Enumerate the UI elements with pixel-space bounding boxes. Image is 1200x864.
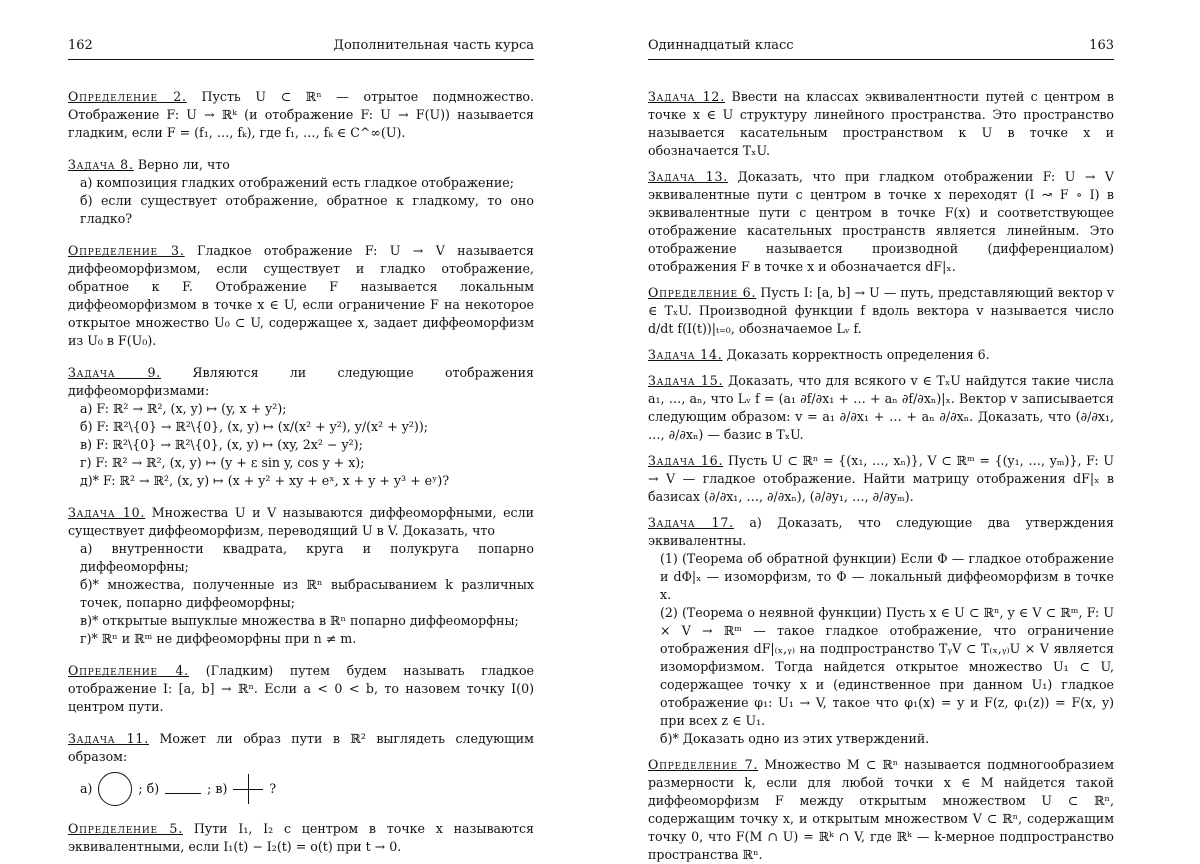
question-mark: ? xyxy=(269,781,277,796)
option-a-label: а) xyxy=(80,781,93,796)
option-b-label: ; б) xyxy=(138,781,160,796)
task-item: а) композиция гладких отображений есть гладкое отображение; xyxy=(80,175,514,190)
task-11 xyxy=(68,730,534,806)
running-head: Одиннадцатый класс xyxy=(648,38,794,53)
definition-label: Определение 6. xyxy=(648,285,757,300)
definition-text: Пусть I: [a, b] → U — путь, представляющий вектор v ∈ TₓU. Производной функции f вдоль вектора v называется число d/dt f(I(t))|ₜ₌₀, обозначаемое Lᵥ f. xyxy=(648,285,1114,336)
task-text: Пусть U ⊂ ℝⁿ = {(x₁, …, xₙ)}, V ⊂ ℝᵐ = {(y₁, …, yₘ)}, F: U → V — гладкое отображение. Найти матрицу отображения dF|ₓ в базисах (∂/∂x₁, …, ∂/∂xₙ), (∂/∂y₁, …, ∂/∂yₘ). xyxy=(648,453,1114,504)
task-text: Доказать, что для всякого v ∈ TₓU найдутся такие числа a₁, …, aₙ, что Lᵥ f = (a₁ ∂f/∂x₁ + … + aₙ ∂f/∂xₙ)|ₓ. Вектор v записывается следующим образом: v = a₁ ∂/∂x₁ + … + aₙ ∂/∂xₙ. Доказать, что (∂/∂x₁, …, ∂/∂xₙ) — базис в TₓU. xyxy=(648,373,1114,442)
task-label: Задача 9. xyxy=(68,365,162,380)
left-page xyxy=(0,0,600,854)
task-intro: Верно ли, что xyxy=(137,157,230,172)
definition-text: Пути I₁, I₂ с центром в точке x называются эквивалентными, если I₁(t) − I₂(t) = o(t) при t → 0. xyxy=(68,821,534,854)
path-options xyxy=(68,772,534,806)
definition-text: Пусть U ⊂ ℝⁿ — отрытое подмножество. Отображение F: U → ℝᵏ (и отображение F: U → F(U)) называется гладким, если F = (f₁, …, fₖ), где f₁, …, fₖ ∈ C^∞(U). xyxy=(68,89,534,140)
task-label: Задача 15. xyxy=(648,373,724,388)
task-label: Задача 17. xyxy=(648,515,734,530)
definition-text: Гладкое отображение F: U → V называется диффеоморфизмом, если существует и гладко отображение, обратное к F. Отображение F называется локальным диффеоморфизмом в точке x ∈ U, если ограничение F на некоторое открытое множество U₀ ⊂ U, содержащее x, задает диффеоморфизм из U₀ в F(U₀). xyxy=(68,243,534,348)
task-intro: Множества U и V называются диффеоморфными, если существует диффеоморфизм, переводящий U в V. Доказать, что xyxy=(68,505,534,538)
task-16 xyxy=(648,452,1114,506)
definition-text: Множество M ⊂ ℝⁿ называется подмногообразием размерности k, если для любой точки x ∈ M найдется такой диффеоморфизм F между открытым множеством U ⊂ ℝⁿ, содержащим точку x, и открытым множеством V ⊂ ℝⁿ, содержащим точку 0, что F(M ∩ U) = ℝᵏ ∩ V, где ℝᵏ — k-мерное подпространство пространства ℝⁿ. xyxy=(648,757,1114,862)
task-label: Задача 11. xyxy=(68,731,150,746)
task-item: (1) (Теорема об обратной функции) Если Φ — гладкое отображение и dΦ|ₓ — изоморфизм, то Φ — локальный диффеоморфизм в точке x. xyxy=(660,551,1114,602)
task-12 xyxy=(648,88,1114,160)
task-item: б) F: ℝ²\{0} → ℝ²\{0}, (x, y) ↦ (x/(x² + y²), y/(x² + y²)); xyxy=(80,419,428,434)
right-page xyxy=(600,0,1200,862)
definition-3 xyxy=(68,242,534,350)
task-item: а) внутренности квадрата, круга и полукруга попарно диффеоморфны; xyxy=(80,541,534,574)
segment-path-figure xyxy=(165,785,201,794)
definition-label: Определение 2. xyxy=(68,89,187,104)
task-text: Доказать корректность определения 6. xyxy=(726,347,990,362)
task-label: Задача 13. xyxy=(648,169,729,184)
task-intro: а) Доказать, что следующие два утверждения эквивалентны. xyxy=(648,515,1114,548)
task-item: г) F: ℝ² → ℝ², (x, y) ↦ (y + ε sin y, cos y + x); xyxy=(80,455,365,470)
definition-4 xyxy=(68,662,534,716)
task-label: Задача 10. xyxy=(68,505,146,520)
task-item: в)* открытые выпуклые множества в ℝⁿ попарно диффеоморфны; xyxy=(80,613,519,628)
task-item: д)* F: ℝ² → ℝ², (x, y) ↦ (x + y² + xy + eˣ, x + y + y³ + eʸ)? xyxy=(80,473,450,488)
definition-label: Определение 3. xyxy=(68,243,185,258)
left-page-header xyxy=(68,38,534,60)
task-item: а) F: ℝ² → ℝ², (x, y) ↦ (y, x + y²); xyxy=(80,401,287,416)
left-page-content xyxy=(68,88,534,856)
task-item: в) F: ℝ²\{0} → ℝ²\{0}, (x, y) ↦ (xy, 2x² − y²); xyxy=(80,437,363,452)
task-text: Ввести на классах эквивалентности путей с центром в точке x ∈ U структуру линейного пространства. Это пространство называется касательным пространством к U в точке x и обозначается TₓU. xyxy=(648,89,1114,158)
definition-label: Определение 4. xyxy=(68,663,189,678)
right-page-header xyxy=(648,38,1114,60)
right-page-content xyxy=(648,88,1114,864)
definition-text: (Гладким) путем будем называть гладкое отображение I: [a, b] → ℝⁿ. Если a < 0 < b, то назовем точку I(0) центром пути. xyxy=(68,663,534,714)
task-label: Задача 16. xyxy=(648,453,724,468)
task-intro: Являются ли следующие отображения диффеоморфизмами: xyxy=(68,365,534,398)
option-c-label: ; в) xyxy=(207,781,228,796)
task-label: Задача 12. xyxy=(648,89,726,104)
definition-2 xyxy=(68,88,534,142)
page-number: 163 xyxy=(1089,38,1114,53)
task-text: Доказать, что при гладком отображении F: U → V эквивалентные пути с центром в точке x переходят (I ↝ F ∘ I) в эквивалентные пути с центром в точке F(x) и соответствующее отображение касательных пространств является линейным. Это отображение называется производной (дифференциалом) отображения F в точке x и обозначается dF|ₓ. xyxy=(648,169,1115,274)
task-14 xyxy=(648,346,1114,364)
task-item: (2) (Теорема о неявной функции) Пусть x ∈ U ⊂ ℝⁿ, y ∈ V ⊂ ℝᵐ, F: U × V → ℝᵐ — такое гладкое отображение, что ограничение отображения dF|₍ₓ,ᵧ₎ на подпространство TᵧV ⊂ T₍ₓ,ᵧ₎U × V является изоморфизмом. Тогда найдется открытое множество U₁ ⊂ U, содержащее точку x и (единственное при данном U₁) гладкое отображение φ₁: U₁ → V, такое что φ₁(x) = y и F(z, φ₁(z)) = F(x, y) при всех z ∈ U₁. xyxy=(660,605,1114,728)
running-head: Дополнительная часть курса xyxy=(333,38,534,53)
task-17 xyxy=(648,514,1114,748)
task-item: б) если существует отображение, обратное к гладкому, то оно гладко? xyxy=(80,193,534,226)
definition-label: Определение 7. xyxy=(648,757,759,772)
definition-label: Определение 5. xyxy=(68,821,184,836)
page-number: 162 xyxy=(68,38,93,53)
definition-6 xyxy=(648,284,1114,338)
task-label: Задача 8. xyxy=(68,157,134,172)
task-item: г)* ℝⁿ и ℝᵐ не диффеоморфны при n ≠ m. xyxy=(80,631,357,646)
definition-5 xyxy=(68,820,534,856)
task-10 xyxy=(68,504,534,648)
task-intro: Может ли образ пути в ℝ² выглядеть следующим образом: xyxy=(68,731,534,764)
task-8 xyxy=(68,156,534,228)
task-item: б)* Доказать одно из этих утверждений. xyxy=(660,731,930,746)
task-15 xyxy=(648,372,1114,444)
task-item: б)* множества, полученные из ℝⁿ выбрасыванием k различных точек, попарно диффеоморфны; xyxy=(80,577,534,610)
task-9 xyxy=(68,364,534,490)
task-label: Задача 14. xyxy=(648,347,723,362)
circle-path-figure xyxy=(98,772,132,806)
cross-path-figure xyxy=(233,774,263,804)
task-13 xyxy=(648,168,1114,276)
